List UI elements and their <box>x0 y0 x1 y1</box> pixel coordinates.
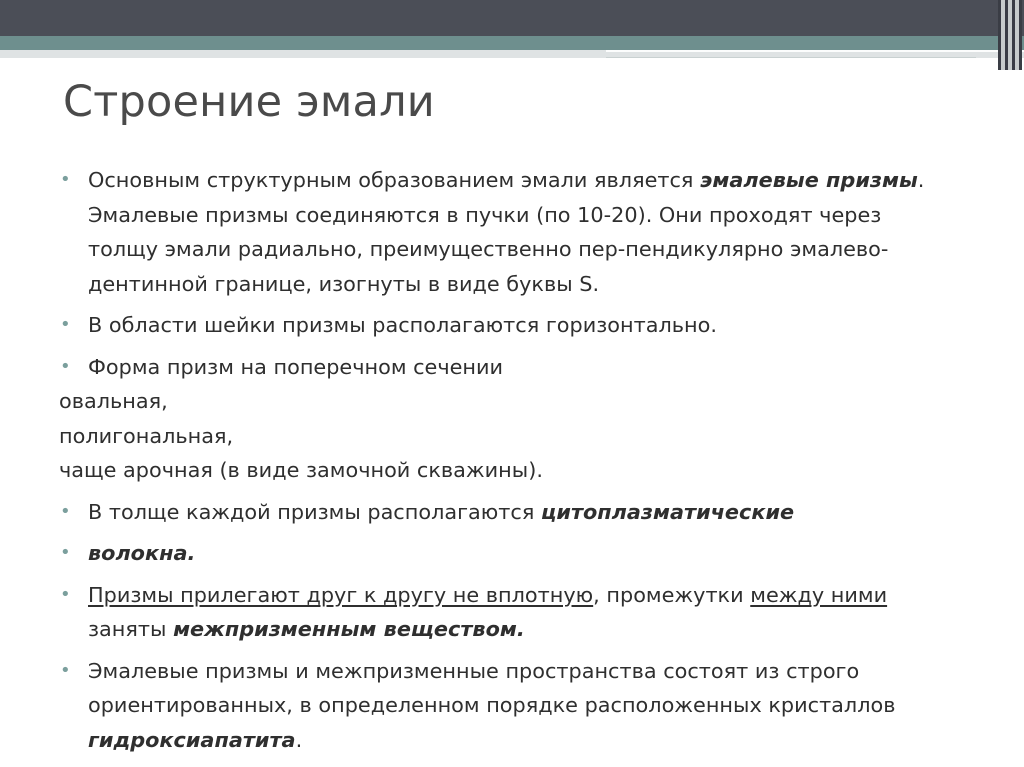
underlined-text: Призмы прилегают друг к другу не вплотную <box>88 582 594 607</box>
header-band-underlay <box>0 58 826 67</box>
emphasis-text: межпризменным веществом. <box>173 617 525 641</box>
bullet-marker: • <box>60 314 71 335</box>
body-text: Форма призм на поперечном сечении <box>88 354 504 379</box>
bullet-marker: • <box>60 355 71 377</box>
list-line <box>57 419 957 454</box>
underlined-text: между ними <box>750 582 888 607</box>
body-text: . Эмалевые призмы соединяются в пучки (по 10-20). Они проходят через толщу эмали радиально, преимущественно пер-пендикулярно эмалево-дентинной границе, изогнуты в виде буквы S. <box>88 168 925 296</box>
body-text: В толще каждой призмы располагаются <box>88 499 541 524</box>
body-text: , промежутки <box>593 582 751 607</box>
body-text: полигональная, <box>59 423 234 448</box>
bullet-item <box>57 654 957 758</box>
emphasis-text: гидроксиапатита <box>88 727 296 752</box>
body-text: Эмалевые призмы и межпризменные пространства состоят из строго ориентированных, в определенном порядке расположенных кристаллов <box>88 658 896 717</box>
body-text: овальная, <box>59 389 168 413</box>
body-text: чаще арочная (в виде замочной скважины). <box>59 458 543 482</box>
bullet-marker: • <box>60 500 71 522</box>
body-text: заняты <box>88 617 174 641</box>
body-text: . <box>295 727 303 752</box>
header-accent-line <box>606 50 1024 52</box>
emphasis-text: эмалевые призмы <box>700 168 918 192</box>
header-accent-line-thin <box>606 57 976 58</box>
list-line <box>57 453 957 488</box>
header-band-accent <box>0 36 1024 50</box>
bullet-marker: • <box>60 583 71 605</box>
list-line <box>57 384 957 419</box>
bullet-item <box>57 495 957 530</box>
bullet-item <box>57 308 957 343</box>
bullet-item <box>57 163 957 301</box>
slide-body <box>57 163 957 757</box>
bullet-item <box>57 578 957 647</box>
bullet-marker: • <box>60 659 71 681</box>
bullet-item <box>57 536 957 571</box>
body-text: Основным структурным образованием эмали является <box>88 168 701 192</box>
emphasis-text: цитоплазматические <box>540 499 795 524</box>
bullet-marker: • <box>60 169 71 190</box>
corner-stripe <box>1019 0 1022 70</box>
slide-title: Строение эмали <box>63 77 435 127</box>
bullet-marker: • <box>60 542 71 563</box>
body-text: В области шейки призмы располагаются горизонтально. <box>88 313 717 337</box>
bullet-item <box>57 350 957 385</box>
emphasis-text: волокна. <box>88 541 196 565</box>
header-band-dark <box>0 0 1024 36</box>
